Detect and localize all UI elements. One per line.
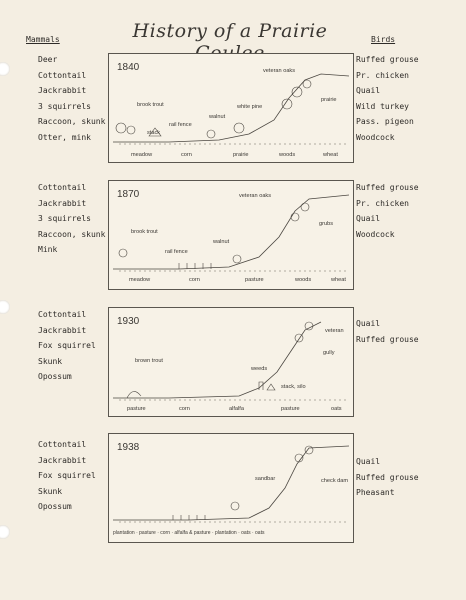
label-woods: woods [295, 277, 312, 283]
label-pasture: pasture [245, 277, 264, 283]
year-label: 1930 [117, 316, 140, 327]
mammal-item: Otter, mink [38, 132, 91, 142]
coulee-sketch [109, 434, 353, 542]
birds-list-1930 [356, 316, 419, 347]
mammal-item: Jackrabbit [38, 198, 87, 208]
bird-item: Pr. chicken [356, 198, 409, 208]
label-walnut: walnut [213, 239, 230, 245]
bird-item: Ruffed grouse [356, 334, 419, 344]
label-rail-fence: rail fence [165, 249, 188, 255]
mammals-list-1938 [38, 437, 96, 515]
label-veteran: veteran [325, 328, 344, 334]
year-label: 1870 [117, 189, 140, 200]
mammal-item: Cottontail [38, 440, 87, 449]
label-pasture: pasture [127, 406, 146, 412]
mammal-item: Cottontail [38, 310, 87, 319]
label-woods: woods [279, 152, 296, 158]
label-pasture: pasture [281, 406, 300, 412]
bird-item: Quail [356, 457, 381, 466]
mammal-item: 3 squirrels [38, 101, 91, 111]
coulee-sketch [109, 308, 353, 416]
birds-list-1870 [356, 180, 419, 242]
mammal-item: Mink [38, 245, 58, 254]
label-wheat: wheat [331, 277, 346, 283]
label-bottom-land-use: plantation · pasture · corn · alfalfa & pasture · plantation · oats · oats [113, 530, 265, 536]
label-stack-silo: stack, silo [281, 384, 306, 390]
bird-item: Pass. pigeon [356, 117, 414, 126]
bird-item: Ruffed grouse [356, 183, 419, 192]
mammal-item: Opossum [38, 502, 72, 511]
bird-item: Quail [356, 319, 381, 328]
label-prairie-slope: prairie [321, 97, 337, 103]
label-corn: corn [179, 406, 190, 412]
mammal-item: Raccoon, skunk [38, 229, 106, 239]
bird-item: Ruffed grouse [356, 472, 419, 482]
label-check-dam: check dam [321, 478, 349, 484]
coulee-sketch [109, 181, 353, 289]
label-veteran-oaks: veteran oaks [263, 68, 296, 74]
birds-list-1938 [356, 454, 419, 501]
label-brown-trout: brown trout [135, 358, 163, 364]
sketch-panel-1870 [108, 180, 354, 290]
mammal-item: Skunk [38, 486, 63, 496]
mammal-item: Fox squirrel [38, 341, 96, 350]
bird-item: Woodcock [356, 229, 395, 239]
mammals-header: Mammals [26, 35, 60, 44]
mammal-item: Skunk [38, 356, 63, 366]
label-brook-trout: brook trout [137, 102, 164, 108]
label-walnut: walnut [209, 114, 226, 120]
label-stack: stack [147, 130, 161, 136]
mammal-item: 3 squirrels [38, 214, 91, 223]
birds-list-1840 [356, 52, 419, 145]
bird-item: Wild turkey [356, 101, 409, 111]
label-prairie: prairie [233, 152, 249, 158]
year-label: 1938 [117, 442, 140, 453]
mammal-item: Opossum [38, 372, 72, 381]
bird-item: Quail [356, 86, 381, 95]
bird-item: Pheasant [356, 488, 395, 497]
binder-hole [0, 300, 10, 314]
label-rail-fence: rail fence [169, 122, 192, 128]
label-veteran-oaks: veteran oaks [239, 193, 272, 199]
label-oats: oats [331, 406, 342, 412]
binder-hole [0, 62, 10, 76]
year-label: 1840 [117, 62, 140, 73]
mammal-item: Deer [38, 55, 58, 64]
label-meadow: meadow [129, 277, 151, 283]
bird-item: Woodcock [356, 132, 395, 142]
sketch-panel-1840 [108, 53, 354, 163]
label-weeds: weeds [251, 366, 268, 372]
mammals-list-1840 [38, 52, 105, 145]
mammal-item: Jackrabbit [38, 325, 87, 335]
mammals-list-1930 [38, 307, 96, 385]
label-grubs: grubs [319, 221, 333, 227]
label-gully: gully [323, 350, 335, 356]
label-sandbar: sandbar [255, 476, 276, 482]
mammal-item: Jackrabbit [38, 455, 87, 465]
mammal-item: Jackrabbit [38, 86, 87, 95]
label-wheat: wheat [323, 152, 338, 158]
label-corn: corn [181, 152, 192, 158]
bird-item: Quail [356, 214, 381, 223]
bird-item: Pr. chicken [356, 70, 409, 80]
label-white-pine: white pine [237, 104, 263, 110]
label-corn: corn [189, 277, 200, 283]
page-title: History of a Prairie [132, 20, 328, 42]
mammal-item: Fox squirrel [38, 471, 96, 480]
binder-hole [0, 525, 10, 539]
birds-header: Birds [371, 35, 396, 44]
label-brook-trout: brook trout [131, 229, 158, 235]
mammal-item: Cottontail [38, 70, 87, 80]
mammal-item: Cottontail [38, 183, 87, 192]
label-meadow: meadow [131, 152, 153, 158]
mammal-item: Raccoon, skunk [38, 117, 106, 126]
sketch-panel-1930 [108, 307, 354, 417]
coulee-sketch [109, 54, 353, 162]
mammals-list-1870 [38, 180, 105, 258]
sketch-panel-1938 [108, 433, 354, 543]
bird-item: Ruffed grouse [356, 55, 419, 64]
label-alfalfa: alfalfa [229, 406, 244, 412]
